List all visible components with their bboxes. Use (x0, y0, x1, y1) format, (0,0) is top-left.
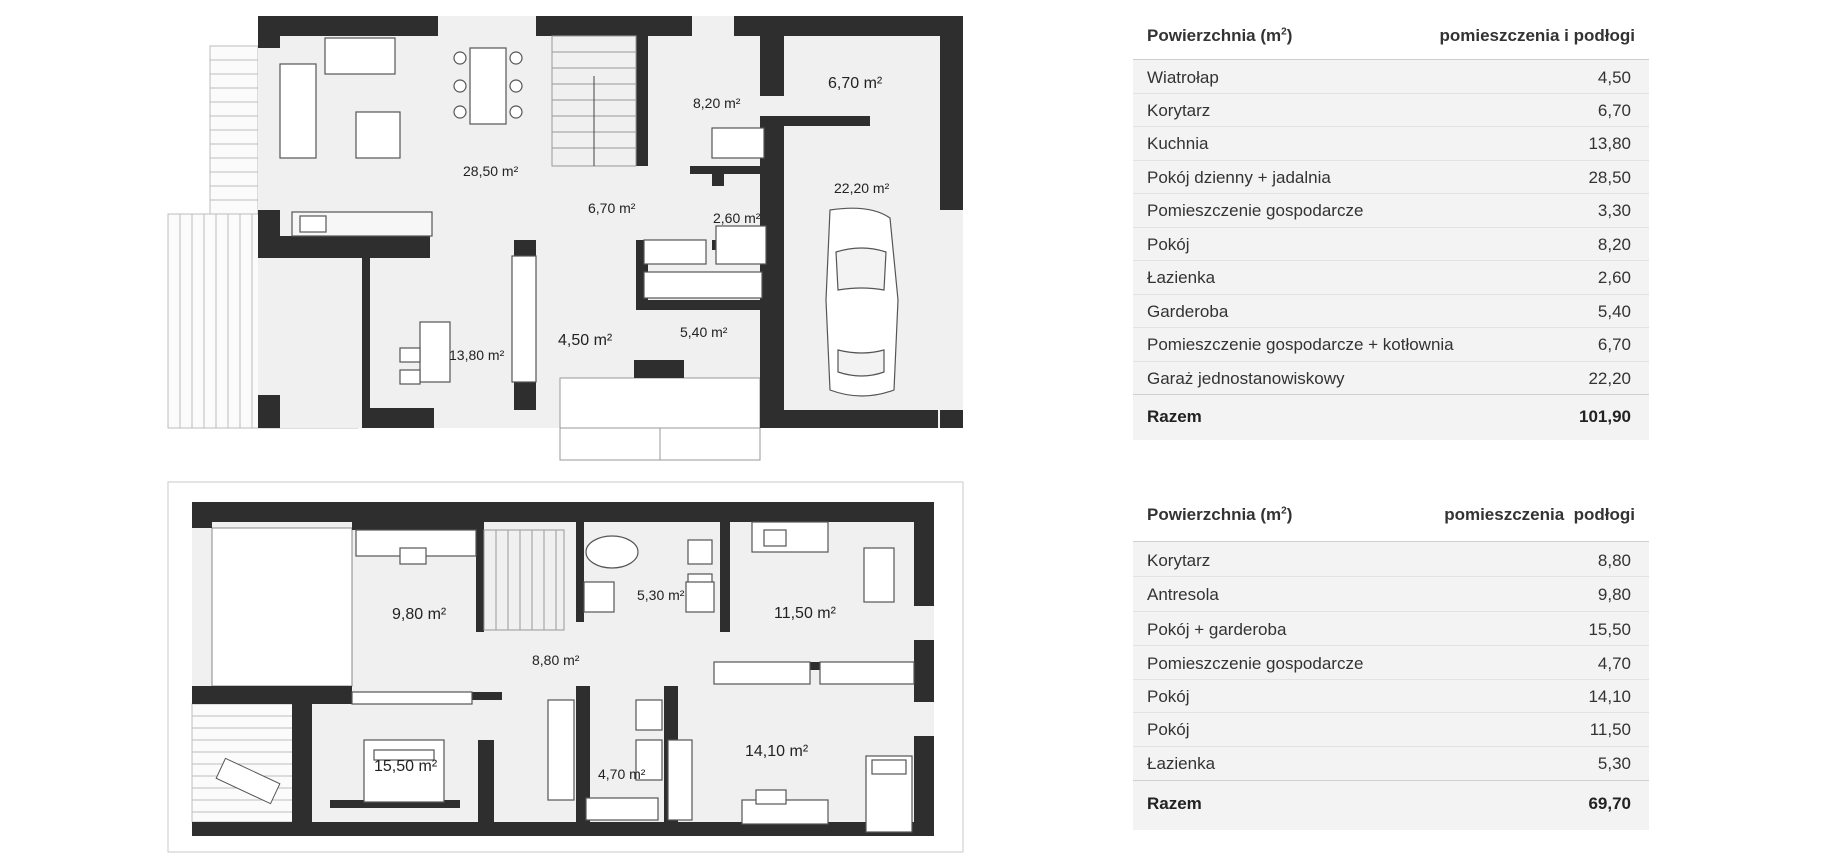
row-name: Korytarz (1147, 101, 1211, 120)
header-column-label: pomieszczenia podłogi (1444, 505, 1635, 524)
table-row (1133, 680, 1649, 713)
row-value: 6,70 (1597, 335, 1631, 354)
row-value: 13,80 (1588, 134, 1631, 153)
row-value: 14,10 (1588, 687, 1631, 706)
header-column-label: pomieszczenia i podłogi (1439, 26, 1635, 45)
row-value: 3,30 (1597, 201, 1631, 220)
row-value: 4,70 (1597, 654, 1631, 673)
room-label: 4,70 m² (598, 766, 646, 782)
table-total-row (1133, 780, 1649, 830)
table-row (1133, 261, 1649, 295)
table-row (1133, 612, 1649, 646)
table-row (1133, 362, 1649, 394)
row-name: Pomieszczenie gospodarcze (1147, 654, 1364, 673)
table-row (1133, 577, 1649, 612)
row-name: Garderoba (1147, 302, 1229, 321)
upper-floor-plan (168, 482, 963, 852)
garage-car (826, 208, 898, 396)
header-close: ) (1286, 505, 1293, 524)
room-label: 5,40 m² (680, 324, 728, 340)
table-row (1133, 747, 1649, 780)
row-name: Łazienka (1147, 268, 1216, 287)
row-name: Pokój (1147, 235, 1190, 254)
row-name: Pomieszczenie gospodarcze + kotłownia (1147, 335, 1454, 354)
row-value: 2,60 (1597, 268, 1631, 287)
table-header (1133, 16, 1649, 60)
row-value: 8,80 (1597, 551, 1631, 570)
row-name: Kuchnia (1147, 134, 1209, 153)
room-label: 28,50 m² (463, 163, 519, 179)
room-label: 8,20 m² (693, 95, 741, 111)
row-value: 28,50 (1588, 168, 1631, 187)
total-label: Razem (1147, 407, 1202, 426)
table-row (1133, 328, 1649, 362)
header-area-label (1147, 505, 1292, 525)
table-row (1133, 161, 1649, 194)
row-value: 15,50 (1588, 620, 1631, 639)
total-value: 69,70 (1588, 794, 1631, 813)
table-row (1133, 94, 1649, 127)
row-value: 9,80 (1597, 585, 1631, 604)
room-label: 15,50 m² (374, 758, 438, 775)
room-label: 13,80 m² (449, 347, 505, 363)
row-name: Korytarz (1147, 551, 1211, 570)
table-row (1133, 295, 1649, 328)
row-name: Łazienka (1147, 754, 1216, 773)
header-sup: 2 (1281, 26, 1287, 38)
header-close: ) (1286, 26, 1293, 45)
balcony-decking (192, 704, 300, 822)
row-name: Pomieszczenie gospodarcze (1147, 201, 1364, 220)
row-name: Wiatrołap (1147, 68, 1219, 87)
table-row (1133, 127, 1649, 161)
room-label: 9,80 m² (392, 606, 447, 623)
table-header (1133, 496, 1649, 542)
row-value: 6,70 (1597, 101, 1631, 120)
row-name: Garaż jednostanowiskowy (1147, 369, 1345, 388)
room-label: 4,50 m² (558, 332, 613, 349)
room-label: 6,70 m² (828, 75, 883, 92)
row-value: 11,50 (1589, 720, 1631, 739)
header-text: Powierzchnia (m (1147, 505, 1282, 524)
area-table-upper (1133, 496, 1649, 830)
row-value: 22,20 (1588, 369, 1631, 388)
total-value: 101,90 (1579, 407, 1631, 426)
area-table-ground (1133, 16, 1649, 440)
table-total-row (1133, 394, 1649, 440)
table-row (1133, 194, 1649, 228)
row-name: Pokój (1147, 720, 1190, 739)
row-value: 4,50 (1597, 68, 1631, 87)
row-name: Pokój dzienny + jadalnia (1147, 168, 1331, 187)
room-label: 8,80 m² (532, 652, 580, 668)
table-row (1133, 60, 1649, 94)
ground-floor-plan (168, 16, 963, 460)
row-name: Pokój + garderoba (1147, 620, 1287, 639)
table-row (1133, 713, 1649, 747)
header-area-label (1147, 26, 1292, 46)
header-sup: 2 (1281, 505, 1287, 517)
table-row (1133, 228, 1649, 261)
table-row (1133, 646, 1649, 680)
row-name: Antresola (1147, 585, 1219, 604)
room-label: 5,30 m² (637, 587, 685, 603)
row-value: 5,30 (1597, 754, 1631, 773)
row-value: 5,40 (1597, 302, 1631, 321)
row-value: 8,20 (1597, 235, 1631, 254)
room-label: 11,50 m² (774, 605, 836, 622)
header-text: Powierzchnia (m (1147, 26, 1282, 45)
room-label: 6,70 m² (588, 200, 636, 216)
room-label: 14,10 m² (745, 743, 809, 760)
table-row (1133, 542, 1649, 577)
total-label: Razem (1147, 794, 1202, 813)
room-label: 22,20 m² (834, 180, 890, 196)
room-label: 2,60 m² (713, 210, 761, 226)
row-name: Pokój (1147, 687, 1190, 706)
